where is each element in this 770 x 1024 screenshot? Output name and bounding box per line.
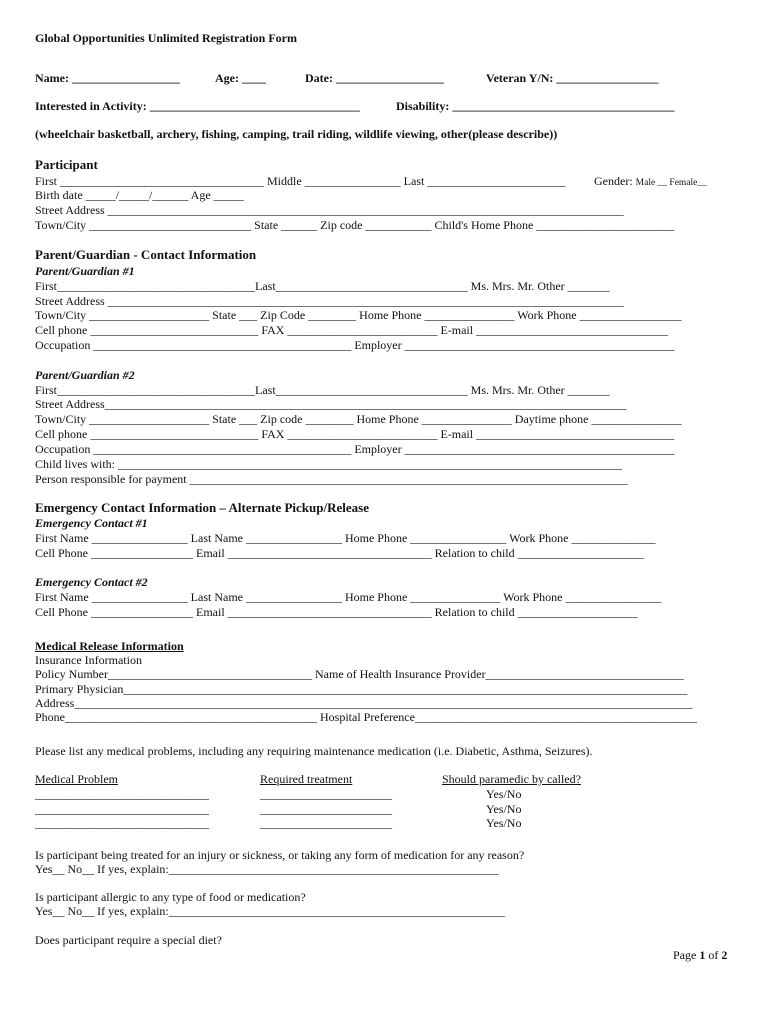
child-lives-with-line[interactable]: Child lives with: ____________________________________________________________________________________: [35, 457, 623, 471]
guardian1-town-line[interactable]: Town/City ____________________ State ___ Zip Code ________ Home Phone _______________ Work Phone _________________: [35, 308, 682, 322]
medical-problems-prompt: Please list any medical problems, including any requiring maintenance medication (i.e. Diabetic, Asthma, Seizures).: [35, 744, 593, 758]
guardian2-cell-line[interactable]: Cell phone ____________________________ FAX _________________________ E-mail _________________________________: [35, 427, 675, 441]
guardian1-occupation-line[interactable]: Occupation ___________________________________________ Employer _____________________________________________: [35, 338, 675, 352]
activities-note: (wheelchair basketball, archery, fishing, camping, trail riding, wildlife viewing, other(please describe)): [35, 127, 558, 141]
birth-date-line[interactable]: Birth date _____/_____/______ Age _____: [35, 188, 244, 202]
medical-problem-column-header: Medical Problem: [35, 772, 118, 786]
paramedic-yesno-3[interactable]: Yes/No: [486, 816, 522, 830]
payment-responsible-line[interactable]: Person responsible for payment _________________________________________________________________________: [35, 472, 628, 486]
guardian2-occupation-line[interactable]: Occupation ___________________________________________ Employer _____________________________________________: [35, 442, 675, 456]
participant-town-line[interactable]: Town/City ___________________________ State ______ Zip code ___________ Child's Home Phone _______________________: [35, 218, 675, 232]
allergic-question: Is participant allergic to any type of food or medication?: [35, 890, 306, 904]
gender-field[interactable]: [594, 174, 707, 190]
required-treatment-column-header: Required treatment: [260, 772, 353, 786]
special-diet-question: Does participant require a special diet?: [35, 933, 222, 947]
guardian2-name-line[interactable]: First_________________________________Last________________________________ Ms. Mrs. Mr. Other _______: [35, 383, 610, 397]
guardian2-address-line[interactable]: Street Address_______________________________________________________________________________________: [35, 397, 627, 411]
medical-address-line[interactable]: Address_______________________________________________________________________________________________________: [35, 696, 693, 710]
participant-address-line[interactable]: Street Address ______________________________________________________________________________________: [35, 203, 624, 217]
participant-heading: Participant: [35, 157, 98, 172]
medical-phone-line[interactable]: Phone__________________________________________ Hospital Preference_______________________________________________: [35, 710, 697, 724]
guardian1-name-line[interactable]: First_________________________________Last________________________________ Ms. Mrs. Mr. Other _______: [35, 279, 610, 293]
emergency1-name-line[interactable]: First Name ________________ Last Name ________________ Home Phone ________________ Work Phone ______________: [35, 531, 656, 545]
emergency2-name-line[interactable]: First Name ________________ Last Name ________________ Home Phone _______________ Work Phone ________________: [35, 590, 662, 604]
insurance-info-label: Insurance Information: [35, 653, 142, 667]
emergency1-cell-line[interactable]: Cell Phone _________________ Email __________________________________ Relation to child _____________________: [35, 546, 644, 560]
emergency-heading: Emergency Contact Information – Alternate Pickup/Release: [35, 500, 369, 515]
policy-number-line[interactable]: Policy Number__________________________________ Name of Health Insurance Provider_________________________________: [35, 667, 684, 681]
date-field[interactable]: Date: __________________: [305, 71, 444, 85]
treatment-blank-2[interactable]: ______________________: [260, 802, 392, 816]
treated-question: Is participant being treated for an injury or sickness, or taking any form of medication for any reason?: [35, 848, 525, 862]
veteran-field[interactable]: Veteran Y/N: _________________: [486, 71, 659, 85]
disability-field[interactable]: Disability: _____________________________________: [396, 99, 675, 113]
name-field[interactable]: Name: __________________: [35, 71, 180, 85]
medical-heading: Medical Release Information: [35, 639, 184, 653]
page-of: of: [705, 948, 722, 962]
emergency2-cell-line[interactable]: Cell Phone _________________ Email __________________________________ Relation to child ____________________: [35, 605, 638, 619]
gender-label: Gender:: [594, 174, 636, 188]
page-prefix: Page: [673, 948, 700, 962]
guardian1-subheading: Parent/Guardian #1: [35, 264, 135, 278]
gender-options: Male __ Female__: [635, 178, 707, 188]
participant-name-line[interactable]: First __________________________________ Middle ________________ Last _______________________: [35, 174, 566, 188]
paramedic-yesno-2[interactable]: Yes/No: [486, 802, 522, 816]
emergency2-subheading: Emergency Contact #2: [35, 575, 148, 589]
page-number: [673, 948, 727, 962]
guardian1-address-line[interactable]: Street Address ______________________________________________________________________________________: [35, 294, 624, 308]
paramedic-yesno-1[interactable]: Yes/No: [486, 787, 522, 801]
form-title: Global Opportunities Unlimited Registration Form: [35, 31, 297, 45]
age-field[interactable]: Age: ____: [215, 71, 266, 85]
page-total: 2: [721, 948, 728, 962]
guardian1-cell-line[interactable]: Cell phone ____________________________ FAX _________________________ E-mail ________________________________: [35, 323, 669, 337]
allergic-answer-line[interactable]: Yes__ No__ If yes, explain:________________________________________________________: [35, 904, 505, 918]
emergency1-subheading: Emergency Contact #1: [35, 516, 148, 530]
medical-problem-blank-3[interactable]: _____________________________: [35, 816, 209, 830]
paramedic-column-header: Should paramedic by called?: [442, 772, 581, 786]
page-current: 1: [699, 948, 706, 962]
treated-answer-line[interactable]: Yes__ No__ If yes, explain:_______________________________________________________: [35, 862, 499, 876]
guardian2-town-line[interactable]: Town/City ____________________ State ___ Zip code ________ Home Phone _______________ Daytime phone _______________: [35, 412, 682, 426]
treatment-blank-1[interactable]: ______________________: [260, 787, 392, 801]
interested-activity-field[interactable]: Interested in Activity: ___________________________________: [35, 99, 360, 113]
medical-problem-blank-2[interactable]: _____________________________: [35, 802, 209, 816]
guardian-heading: Parent/Guardian - Contact Information: [35, 247, 257, 262]
treatment-blank-3[interactable]: ______________________: [260, 816, 392, 830]
medical-problem-blank-1[interactable]: _____________________________: [35, 787, 209, 801]
guardian2-subheading: Parent/Guardian #2: [35, 368, 135, 382]
primary-physician-line[interactable]: Primary Physician______________________________________________________________________________________________: [35, 682, 688, 696]
